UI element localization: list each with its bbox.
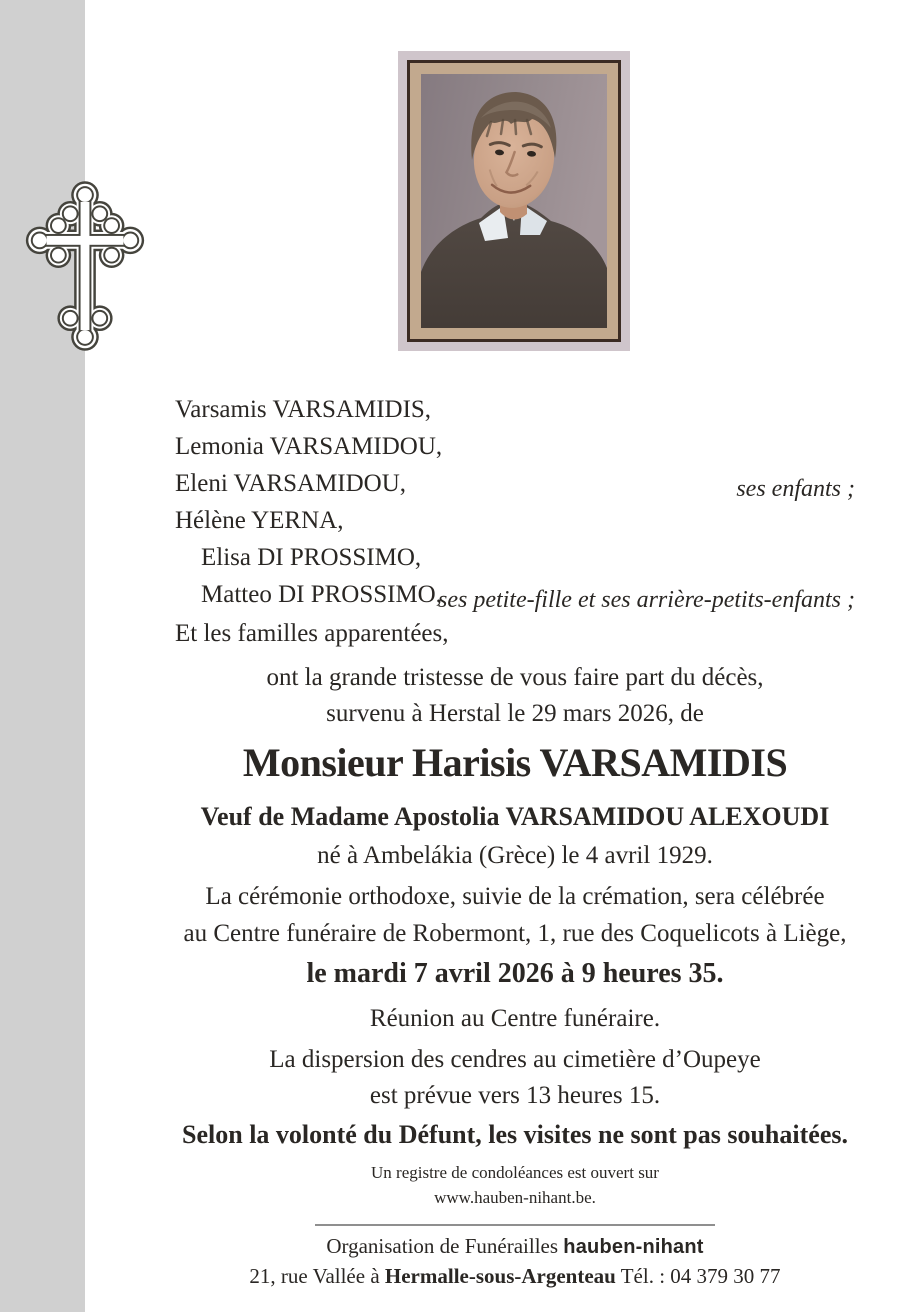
grandchild-name: Matteo DI PROSSIMO,	[201, 581, 442, 608]
register-line-1: Un registre de condoléances est ouvert sur	[371, 1163, 659, 1182]
dispersion-lines	[175, 1042, 855, 1114]
widower-line: Veuf de Madame Apostolia VARSAMIDOU ALEXOUDI	[200, 802, 830, 831]
intro-lines	[175, 660, 855, 732]
ceremony-line-2: au Centre funéraire de Robermont, 1, rue des Coquelicots à Liège,	[183, 920, 847, 947]
portrait-photo	[421, 74, 607, 328]
dispersion-line-2: est prévue vers 13 heures 15.	[369, 1082, 661, 1109]
children-caption: ses enfants ;	[736, 476, 855, 502]
announcement-text-column	[175, 391, 855, 1291]
visits-line: Selon la volonté du Défunt, les visites ne sont pas souhaitées.	[182, 1120, 848, 1149]
deceased-name-title: Monsieur Harisis VARSAMIDIS	[242, 740, 788, 785]
footer-address-line	[249, 1262, 780, 1291]
footer-address-bold: Hermalle-sous-Argenteau	[384, 1264, 616, 1288]
grandchild-name: Elisa DI PROSSIMO,	[201, 544, 422, 571]
child-name: Eleni VARSAMIDOU,	[175, 470, 407, 497]
footer-brand: hauben-nihant	[563, 1236, 704, 1258]
portrait-matte	[410, 63, 618, 339]
ceremony-lines	[175, 878, 855, 952]
footer-divider	[315, 1224, 715, 1226]
child-name: Lemonia VARSAMIDOU,	[175, 433, 443, 460]
orthodox-cross-icon	[16, 169, 154, 363]
footer-org-prefix: Organisation de Funérailles	[326, 1234, 564, 1258]
intro-line-1: ont la grande tristesse de vous faire part du décès,	[266, 664, 764, 691]
portrait-frame-inner-line	[407, 60, 621, 342]
ceremony-line-1: La cérémonie orthodoxe, suivie de la crémation, sera célébrée	[205, 883, 825, 910]
ceremony-date-line: le mardi 7 avril 2026 à 9 heures 35.	[306, 958, 724, 989]
register-lines	[175, 1160, 855, 1210]
related-families-line: Et les familles apparentées,	[175, 620, 449, 647]
meeting-line: Réunion au Centre funéraire.	[369, 1005, 661, 1032]
portrait-frame	[398, 51, 630, 351]
birth-line: né à Ambelákia (Grèce) le 4 avril 1929.	[317, 842, 713, 869]
grandchild-name: Hélène YERNA,	[175, 507, 344, 534]
footer-address-suffix: Tél. : 04 379 30 77	[615, 1264, 781, 1288]
footer-organisation-line	[326, 1232, 703, 1262]
dispersion-line-1: La dispersion des cendres au cimetière d’Oupeye	[269, 1046, 761, 1073]
grandchildren-caption: ses petite-fille et ses arrière-petits-enfants ;	[437, 587, 855, 613]
child-name: Varsamis VARSAMIDIS,	[175, 396, 432, 423]
register-line-2: www.hauben-nihant.be.	[434, 1188, 596, 1207]
intro-line-2: survenu à Herstal le 29 mars 2026, de	[326, 700, 704, 727]
footer-address-prefix: 21, rue Vallée à	[249, 1264, 385, 1288]
